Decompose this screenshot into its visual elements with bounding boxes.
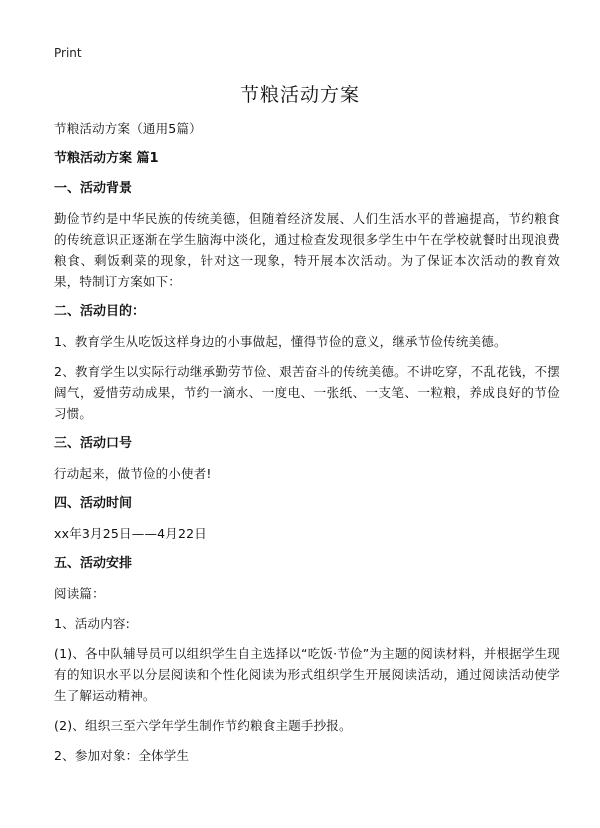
- purpose-item-2: 2、教育学生以实际行动继承勤劳节俭、艰苦奋斗的传统美德。不讲吃穿，不乱花钱，不摆阔气，爱惜劳动成果，节约一滴水、一度电、一张纸、一支笔、一粒粮，养成良好的节俭习惯。: [54, 364, 560, 421]
- participants-text: 2、参加对象：全体学生: [54, 748, 190, 763]
- section-heading-background: 一、活动背景: [54, 181, 133, 196]
- section-text-background: 勤俭节约是中华民族的传统美德，但随着经济发展、人们生活水平的普遍提高，节约粮食的传统意识正逐渐在学生脑海中淡化，通过检查发现很多学生中午在学校就餐时出现浪费粮食、剩饭剩菜的现象，针对这一现象，特开展本次活动。为了保证本次活动的教育效果，特制订方案如下：: [54, 211, 560, 289]
- purpose-item-1: 1、教育学生从吃饭这样身边的小事做起，懂得节俭的意义，继承节俭传统美德。: [54, 334, 507, 349]
- document-title: 节粮活动方案: [239, 84, 360, 106]
- arrangement-item-1: (1)、各中队辅导员可以组织学生自主选择以“吃饭·节俭”为主题的阅读材料，并根据学生现有的知识水平以分层阅读和个性化阅读为形式组织学生开展阅读活动，通过阅读活动使学生了解运动精神。: [54, 646, 560, 703]
- reading-label: 阅读篇：: [54, 586, 105, 601]
- print-link[interactable]: Print: [54, 46, 82, 60]
- part-heading: 节粮活动方案 篇1: [54, 151, 159, 166]
- section-heading-arrangement: 五、活动安排: [54, 556, 133, 571]
- document-subtitle: 节粮活动方案（通用5篇）: [54, 121, 202, 136]
- activity-content-label: 1、活动内容:: [54, 616, 131, 631]
- document-body: [54, 118, 560, 775]
- time-text: xx年3月25日——4月22日: [54, 526, 208, 541]
- section-heading-time: 四、活动时间: [54, 496, 133, 511]
- arrangement-item-2: (2)、组织三至六学年学生制作节约粮食主题手抄报。: [54, 718, 352, 733]
- section-heading-slogan: 三、活动口号: [54, 436, 133, 451]
- section-heading-purpose: 二、活动目的：: [54, 304, 146, 319]
- slogan-text: 行动起来，做节俭的小使者!: [54, 466, 212, 481]
